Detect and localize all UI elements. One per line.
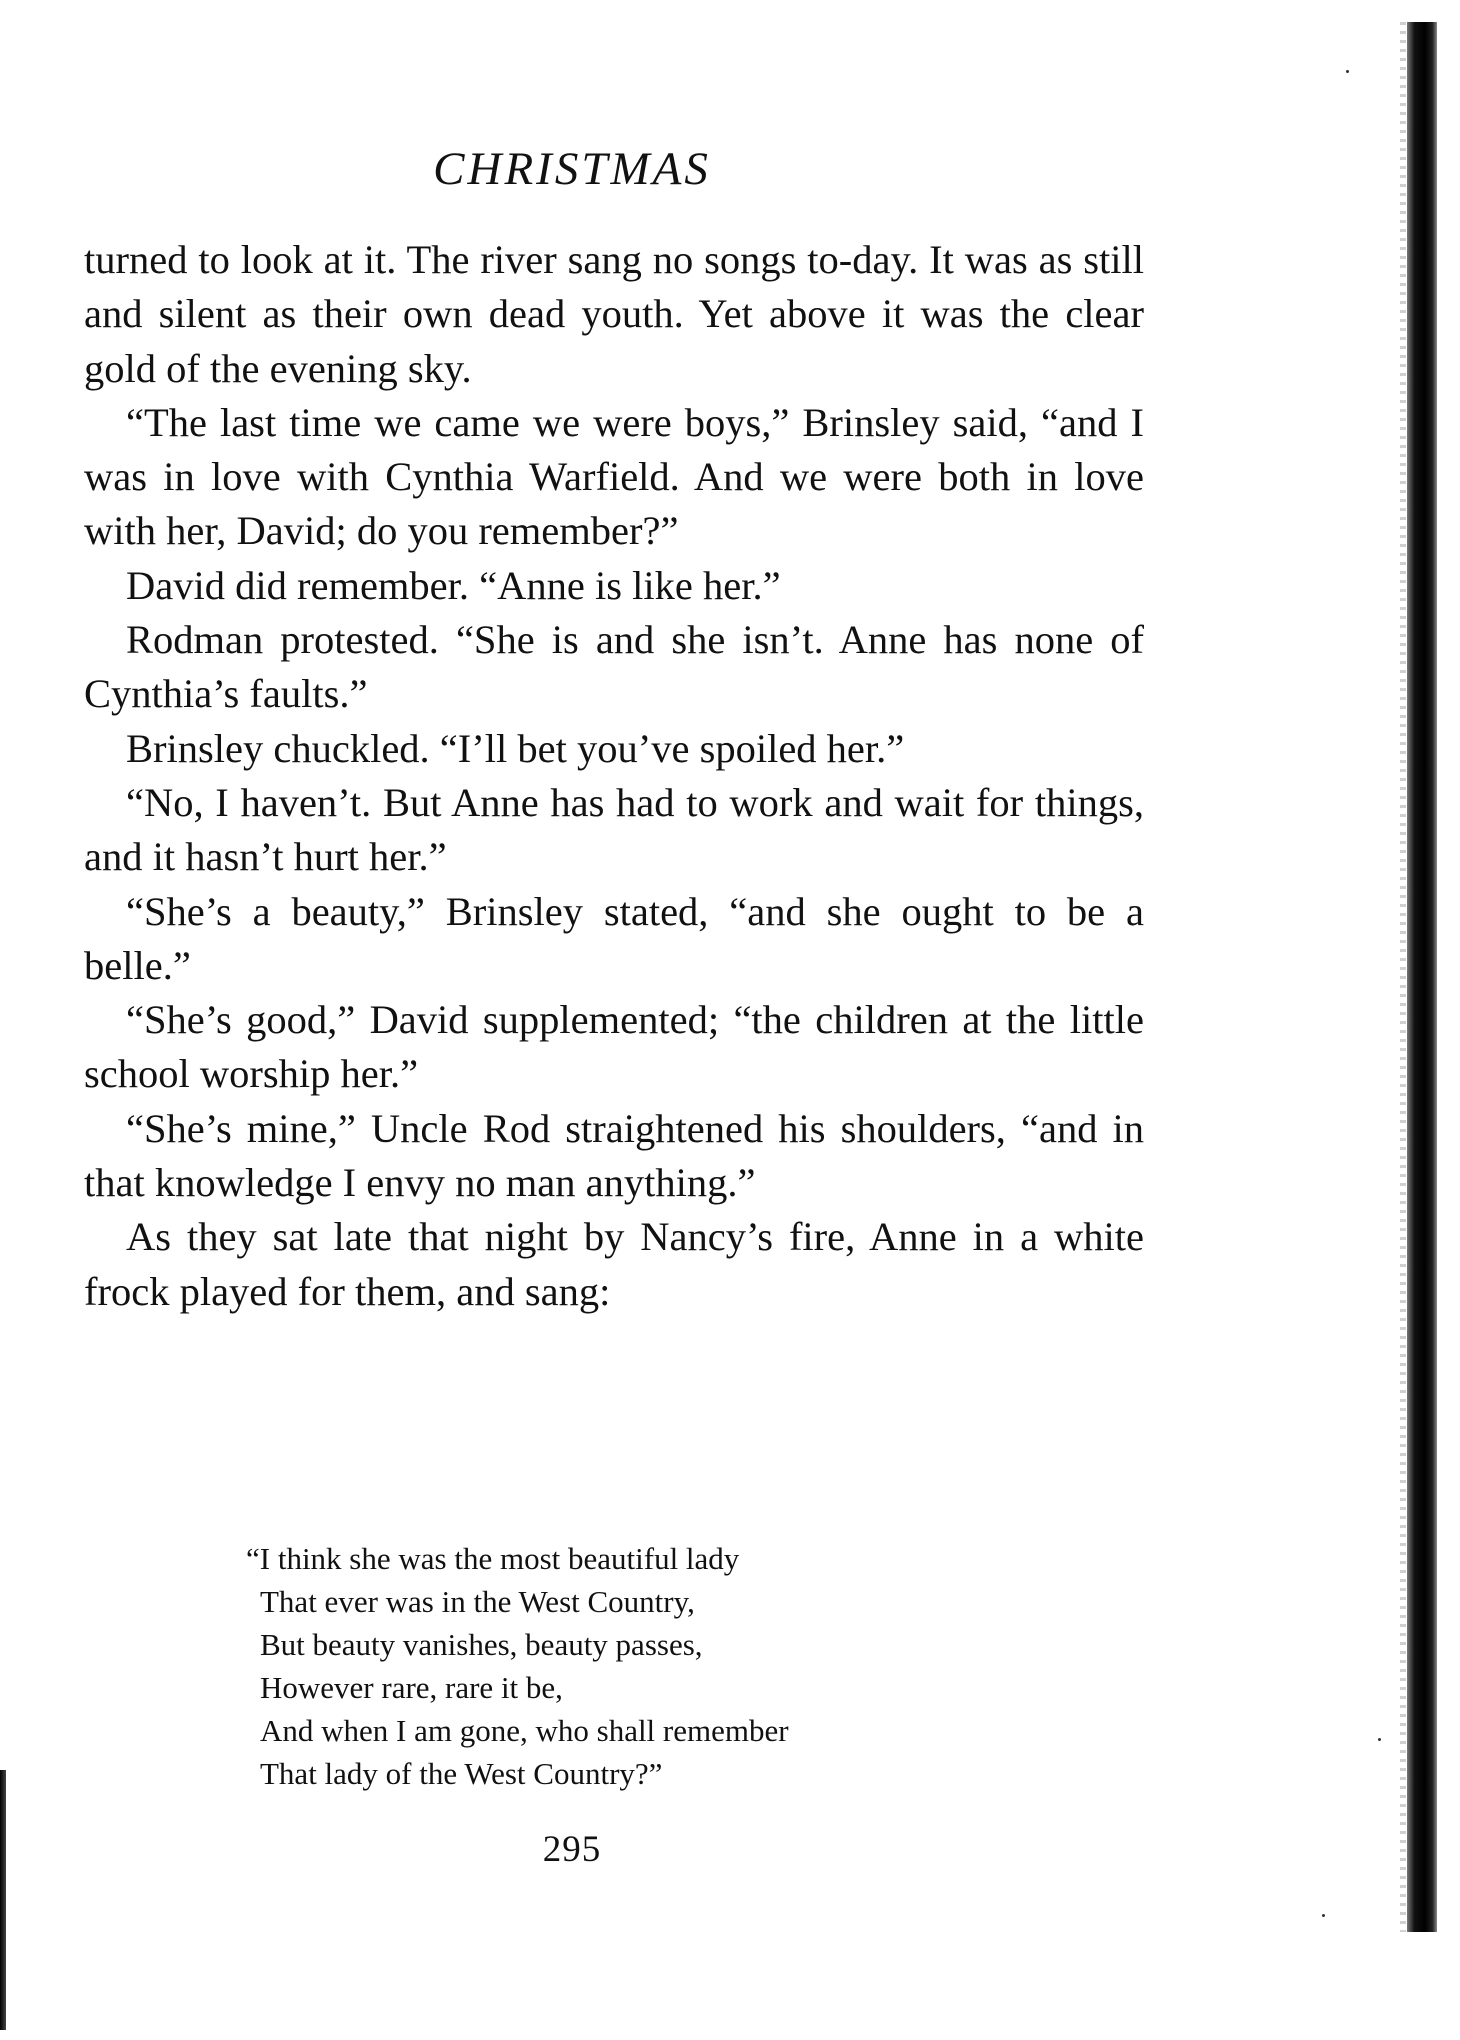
poem-line: But beauty vanishes, beauty passes, xyxy=(260,1627,703,1662)
paragraph: “The last time we came we were boys,” Brinsley said, “and I was in love with Cynthia Warfield. And we were both in love with her, David; do you remember?” xyxy=(84,399,1144,554)
page-edge-left-shadow xyxy=(0,1770,6,2030)
paragraph: Rodman protested. “She is and she isn’t. Anne has none of Cynthia’s faults.” xyxy=(84,617,1144,717)
running-head: CHRISTMAS xyxy=(433,143,711,195)
scan-speck xyxy=(1322,1914,1325,1917)
paragraph: “No, I haven’t. But Anne has had to work and wait for things, and it hasn’t hurt her.” xyxy=(84,779,1144,880)
scan-speck xyxy=(1378,1738,1381,1741)
paragraph: David did remember. “Anne is like her.” xyxy=(126,562,781,608)
paragraph: “She’s a beauty,” Brinsley stated, “and she ought to be a belle.” xyxy=(84,888,1144,988)
paragraph: “She’s good,” David supplemented; “the children at the little school worship her.” xyxy=(84,997,1144,1097)
poem-line: However rare, rare it be, xyxy=(260,1670,563,1705)
poem-line: “I think she was the most beautiful lady xyxy=(246,1541,740,1576)
paragraph: As they sat late that night by Nancy’s fire, Anne in a white frock played for them, and sang: xyxy=(84,1214,1144,1314)
body-text xyxy=(84,233,1144,1319)
poem-block xyxy=(246,1537,1080,1795)
paragraph: Brinsley chuckled. “I’ll bet you’ve spoiled her.” xyxy=(126,725,905,771)
paragraph: “She’s mine,” Uncle Rod straightened his shoulders, “and in that knowledge I envy no man anything.” xyxy=(84,1105,1144,1206)
page-edge-texture xyxy=(1400,22,1406,1932)
poem-line: That lady of the West Country?” xyxy=(260,1756,663,1791)
page-number: 295 xyxy=(542,1829,602,1870)
page-edge-shadow xyxy=(1407,22,1437,1932)
paragraph: turned to look at it. The river sang no songs to-day. It was as still and silent as their own dead youth. Yet above it was the clear gold of the evening sky. xyxy=(84,237,1144,391)
scan-speck xyxy=(1346,70,1349,73)
poem-line: And when I am gone, who shall remember xyxy=(260,1713,789,1748)
poem-line: That ever was in the West Country, xyxy=(260,1584,695,1619)
